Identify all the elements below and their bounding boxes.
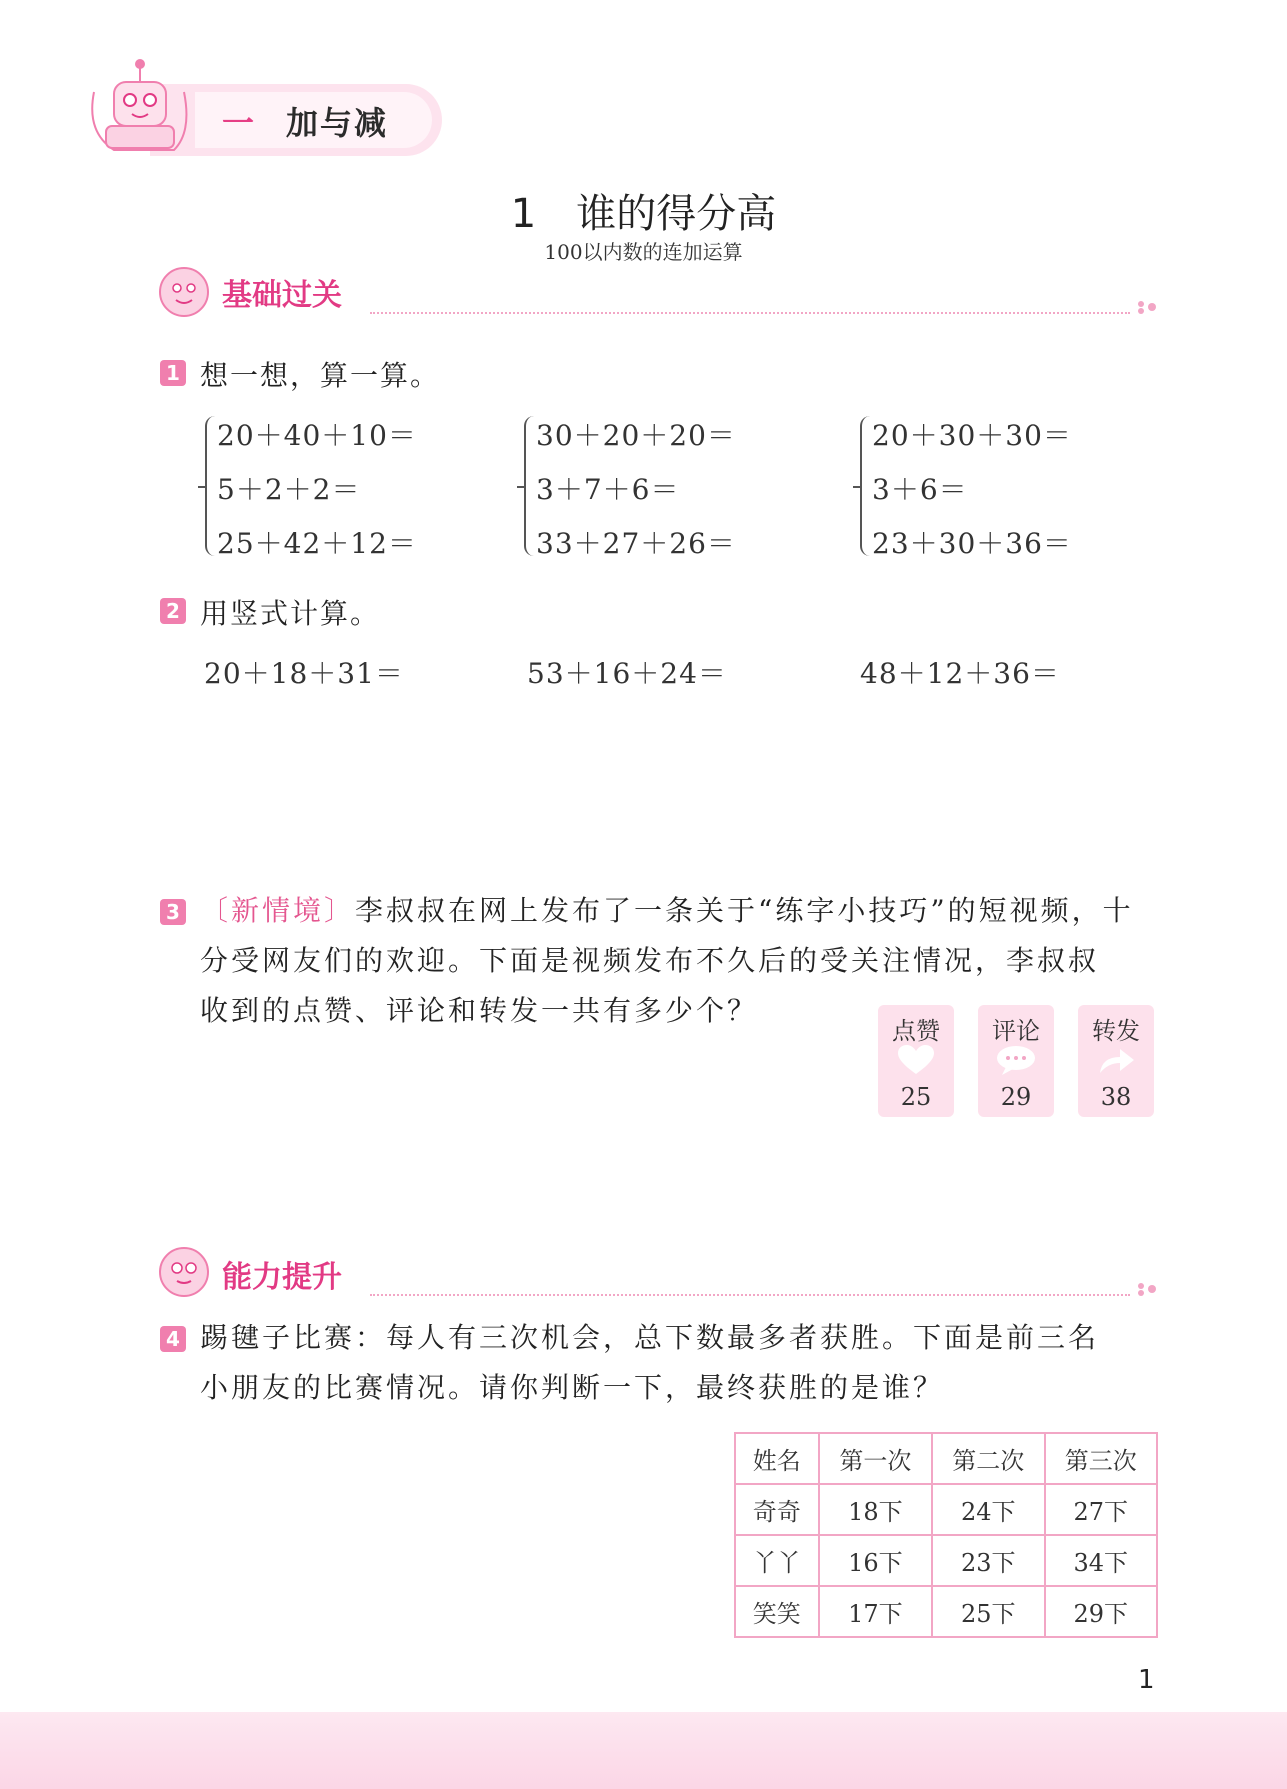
stat-label: 转发	[1092, 1017, 1140, 1045]
table-row	[735, 1535, 1157, 1586]
robot-mascot-icon	[84, 52, 194, 156]
footer-band	[0, 1712, 1287, 1789]
table-cell: 丫丫	[735, 1535, 819, 1586]
question-line: 收到的点赞、评论和转发一共有多少个？	[200, 994, 759, 1027]
table-cell: 18下	[819, 1484, 932, 1535]
question-line: 分受网友们的欢迎。下面是视频发布不久后的受关注情况，李叔叔	[200, 944, 1100, 977]
section-mascot-icon	[158, 266, 212, 318]
brace	[205, 416, 217, 556]
expression: 3＋7＋6＝	[536, 473, 680, 506]
table-header-cell: 第二次	[932, 1433, 1044, 1484]
table-header-cell: 姓名	[735, 1433, 819, 1484]
expression: 20＋40＋10＝	[217, 419, 417, 452]
chapter-name: 加与减	[286, 104, 389, 142]
chapter-title	[222, 98, 388, 144]
stat-card-shares	[1078, 1005, 1154, 1117]
question-number: 4	[160, 1326, 186, 1352]
dots-icon	[1136, 1282, 1162, 1296]
chapter-number: 一	[222, 104, 257, 142]
expression: 53＋16＋24＝	[527, 657, 727, 690]
score-table	[734, 1432, 1158, 1638]
section-title-advanced: 能力提升	[222, 1260, 342, 1295]
expression: 30＋20＋20＝	[536, 419, 736, 452]
stat-card-likes	[878, 1005, 954, 1117]
section-divider	[370, 312, 1130, 314]
dots-icon	[1136, 300, 1162, 314]
brace	[524, 416, 536, 556]
lesson-title: 1 谁的得分高	[510, 191, 777, 237]
question-prompt: 用竖式计算。	[200, 597, 381, 630]
table-header-cell: 第三次	[1045, 1433, 1157, 1484]
table-cell: 笑笑	[735, 1586, 819, 1637]
question-number: 2	[160, 598, 186, 624]
table-header-cell: 第一次	[819, 1433, 932, 1484]
section-divider	[370, 1294, 1130, 1296]
question-prompt: 想一想，算一算。	[200, 359, 441, 392]
heart-icon	[896, 1045, 936, 1075]
stat-value: 38	[1100, 1083, 1132, 1111]
table-cell: 24下	[932, 1484, 1044, 1535]
expression: 5＋2＋2＝	[217, 473, 361, 506]
table-cell: 25下	[932, 1586, 1044, 1637]
expression: 33＋27＋26＝	[536, 527, 736, 560]
table-cell: 27下	[1045, 1484, 1157, 1535]
question-number: 3	[160, 899, 186, 925]
stat-value: 29	[1000, 1083, 1032, 1111]
brace	[860, 416, 872, 556]
table-row	[735, 1484, 1157, 1535]
expression: 20＋18＋31＝	[204, 657, 404, 690]
question-line: 李叔叔在网上发布了一条关于“练字小技巧”的短视频，十	[355, 894, 1134, 927]
stat-label: 评论	[992, 1017, 1040, 1045]
expression: 23＋30＋36＝	[872, 527, 1072, 560]
question-line: 小朋友的比赛情况。请你判断一下，最终获胜的是谁？	[200, 1371, 945, 1404]
table-cell: 16下	[819, 1535, 932, 1586]
question-text	[200, 1313, 1160, 1413]
table-row	[735, 1586, 1157, 1637]
page-number: 1	[1138, 1665, 1155, 1695]
context-tag: 〔新情境〕	[200, 894, 356, 927]
table-cell: 17下	[819, 1586, 932, 1637]
question-line: 踢毽子比赛：每人有三次机会，总下数最多者获胜。下面是前三名	[200, 1321, 1100, 1354]
stat-value: 25	[900, 1083, 932, 1111]
expression: 25＋42＋12＝	[217, 527, 417, 560]
table-cell: 29下	[1045, 1586, 1157, 1637]
stat-label: 点赞	[892, 1017, 940, 1045]
question-number: 1	[160, 360, 186, 386]
table-header-row	[735, 1433, 1157, 1484]
expression: 3＋6＝	[872, 473, 968, 506]
expression: 48＋12＋36＝	[860, 657, 1060, 690]
share-arrow-icon	[1096, 1045, 1136, 1075]
expression: 20＋30＋30＝	[872, 419, 1072, 452]
section-title-basic: 基础过关	[222, 278, 342, 313]
comment-icon	[996, 1045, 1036, 1075]
table-cell: 23下	[932, 1535, 1044, 1586]
lesson-subtitle: 100以内数的连加运算	[544, 240, 743, 264]
section-mascot-icon	[158, 1246, 212, 1298]
table-cell: 奇奇	[735, 1484, 819, 1535]
stat-card-comments	[978, 1005, 1054, 1117]
table-cell: 34下	[1045, 1535, 1157, 1586]
